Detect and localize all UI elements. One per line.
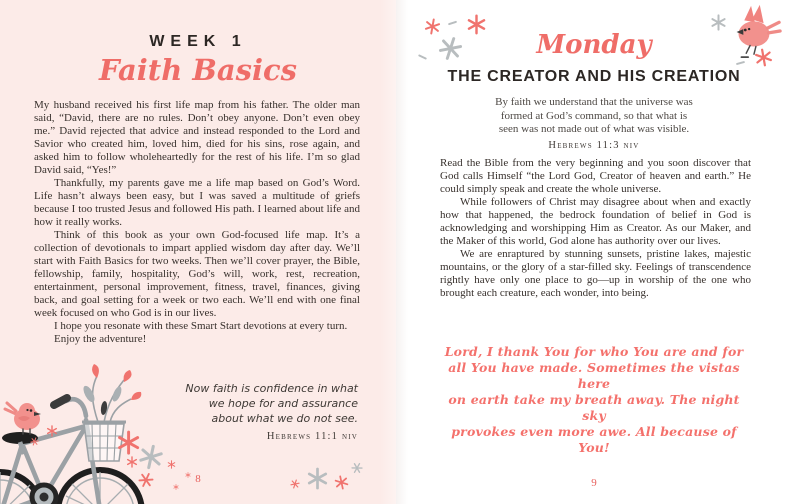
page-number: 9	[591, 477, 597, 489]
paragraph: Read the Bible from the very beginning and you soon discover that God calls Himself “the Lord God, Creator of heaven and earth.” He could simply speak and create the whole universe.	[440, 157, 751, 195]
left-body-text	[34, 99, 360, 346]
flower-icon	[167, 460, 176, 469]
scripture-reference: Hebrews 11:3 niv	[548, 139, 640, 151]
epigraph-line: seen was not made out of what was visible.	[498, 123, 690, 135]
paragraph: My husband received his first life map from his father. The older man said, “David, there are no rules. Don’t obey anyone. Don’t even obey me.” David rejected that advice and instead responded to the Lord and Savior who created him, loved him, died for his sins, rose again, and asked him to follow wholeheartedly for the rest of his life. I’m so glad David said, “Yes!”	[34, 99, 360, 176]
quote-line: Now faith is confidence in what	[185, 382, 358, 395]
right-page	[396, 0, 792, 504]
bird-on-seat-icon	[5, 403, 41, 434]
dash-icon	[736, 61, 745, 65]
scripture-epigraph	[454, 96, 734, 152]
day-label: Monday	[536, 30, 652, 60]
epigraph-line: By faith we understand that the universe was	[495, 96, 693, 108]
paragraph: We are enraptured by stunning sunsets, pristine lakes, majestic mountains, or the glory of a star-filled sky. Feelings of transcendence rightly have only one place to go—up in worship of the one who brought each creature, each wonder, into being.	[440, 248, 751, 299]
prayer-text	[439, 344, 749, 456]
epigraph-line: formed at God’s command, so that what is	[500, 109, 688, 122]
devotion-title: THE CREATOR AND HIS CREATION	[447, 68, 741, 85]
prayer-line: on earth take my breath away. The night sky	[448, 392, 740, 423]
page-number: 8	[195, 473, 201, 485]
flower-icon	[46, 425, 58, 437]
week-label: WEEK 1	[149, 33, 247, 50]
paragraph: Thankfully, my parents gave me a life map based on God’s Word. Life hasn’t always been easy, but I was saved a multitude of griefs because I too trusted Jesus and followed His path. I learned about life and how it really works.	[34, 177, 360, 228]
paragraph: While followers of Christ may disagree about when and exactly how that happened, the bedrock foundation of belief in God is acknowledging and worshipping Him as Creator. As our Maker, and the Maker of this world, God alone has authority over our lives.	[440, 196, 751, 247]
paragraph: I hope you resonate with these Smart Start devotions at every turn.	[54, 320, 348, 332]
right-body-text	[440, 157, 751, 300]
prayer-line: all You have made. Sometimes the vistas here	[448, 360, 740, 391]
dash-icon	[448, 21, 457, 26]
paragraph: Think of this book as your own God-focused life map. It’s a collection of devotionals to impart applied wisdom day after day. We’ll start with Faith Basics for two weeks. Then we’ll cover prayer, the Bible, fellowship, family, hospitality, God’s will, work, rest, recreation, entertainment, personal improvement, fitness, travel, finances, giving back, and goal setting for a week or two each. We’ll end with one final week focused on who God is in our lives.	[34, 229, 360, 319]
flower-icon	[126, 456, 138, 468]
flower-icon	[136, 442, 167, 473]
quote-line: we hope for and assurance	[208, 397, 358, 410]
paragraph: Enjoy the adventure!	[54, 333, 147, 345]
prayer-line: provokes even more awe. All because of You!	[451, 424, 737, 455]
week-title: Faith Basics	[98, 53, 297, 87]
quote-line: about what we do not see.	[211, 412, 358, 425]
scripture-reference: Hebrews 11:1 niv	[266, 431, 358, 442]
prayer-line: Lord, I thank You for who You are and for	[444, 344, 744, 359]
